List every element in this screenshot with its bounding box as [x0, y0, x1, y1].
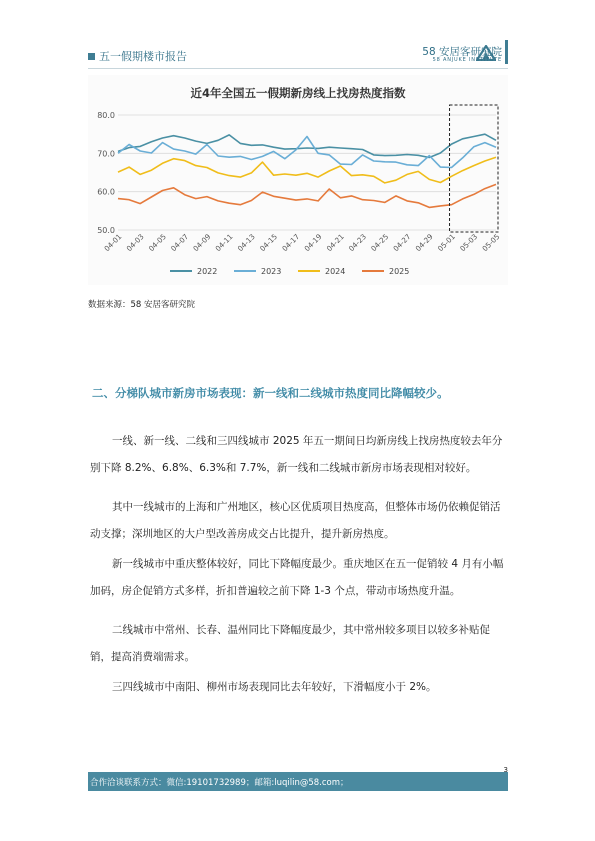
footer-contact: 合作洽谈联系方式：微信:19101732989；邮箱:luqilin@58.com；	[90, 778, 349, 788]
y-tick-label: 80.0	[97, 111, 115, 120]
y-tick-label: 70.0	[97, 149, 115, 159]
paragraph-2: 其中一线城市的上海和广州地区，核心区优质项目热度高，但整体市场仍依赖促销活动支撑；深圳地区的大户型改善房成交占比提升，提升新房热度。	[90, 501, 501, 540]
legend-label-2023: 2023	[261, 267, 282, 276]
x-tick-label: 04-11	[213, 232, 235, 254]
header-divider	[88, 68, 508, 69]
x-tick-label: 05-03	[458, 232, 480, 254]
x-tick-label: 04-15	[257, 232, 280, 254]
legend-label-2024: 2024	[325, 267, 346, 276]
chart-title: 近4年全国五一假期新房线上找房热度指数	[190, 86, 406, 100]
x-tick-label: 04-17	[280, 232, 302, 254]
brand-subtitle: 58 ANJUKE INSTITUTE	[432, 57, 502, 63]
page-number: 3	[503, 766, 508, 774]
chart-canvas	[88, 75, 508, 285]
highlight-box	[450, 105, 498, 232]
x-tick-label: 04-25	[369, 232, 391, 254]
x-tick-label: 05-01	[435, 232, 457, 254]
x-tick-label: 04-23	[346, 232, 369, 254]
x-tick-label: 04-05	[146, 232, 168, 254]
legend-label-2022: 2022	[197, 267, 218, 276]
report-title	[88, 48, 187, 64]
footer-bar	[88, 766, 508, 791]
x-tick-label: 04-19	[302, 232, 324, 254]
x-tick-label: 04-07	[168, 232, 191, 254]
series-line-2024	[118, 157, 496, 183]
report-title-text: 五一假期楼市报告	[99, 50, 187, 63]
title-square-icon	[88, 53, 95, 60]
x-tick-label: 05-05	[480, 232, 502, 254]
x-tick-label: 04-21	[324, 232, 346, 254]
data-source: 数据来源：58 安居客研究院	[88, 300, 196, 310]
x-tick-label: 04-03	[124, 232, 146, 254]
section-heading: 二、分梯队城市新房市场表现：新一线和二线城市热度同比降幅较少。	[92, 386, 449, 400]
y-tick-label: 50.0	[97, 226, 115, 235]
page-header	[88, 40, 508, 68]
x-tick-label: 04-27	[391, 232, 413, 254]
header-accent-bar	[505, 40, 508, 64]
paragraph-5: 三四线城市中南阳、柳州市场表现同比去年较好，下滑幅度小于 2%。	[112, 681, 437, 693]
brand-name: 58 安居客研究院	[422, 46, 502, 58]
series-line-2023	[118, 137, 496, 168]
paragraph-4: 二线城市中常州、长春、温州同比下降幅度最少，其中常州较多项目以较多补贴促销，提高消费端需求。	[90, 624, 490, 663]
x-tick-label: 04-13	[235, 232, 257, 254]
x-tick-label: 04-09	[191, 232, 213, 254]
x-tick-label: 04-01	[102, 232, 124, 254]
x-tick-label: 04-29	[413, 232, 435, 254]
heat-index-chart	[88, 75, 508, 285]
y-tick-label: 60.0	[97, 187, 115, 197]
legend-label-2025: 2025	[389, 267, 410, 276]
paragraph-3: 新一线城市中重庆整体较好，同比下降幅度最少。重庆地区在五一促销较 4 月有小幅加码，房企促销方式多样，折扣普遍较之前下降 1-3 个点，带动市场热度升温。	[90, 558, 504, 597]
series-line-2025	[118, 184, 496, 207]
paragraph-1: 一线、新一线、二线和三四线城市 2025 年五一期间日均新房线上找房热度较去年分别下降 8.2%、6.8%、6.3%和 7.7%，新一线和二线城市新房市场表现相对较好。	[90, 435, 503, 474]
